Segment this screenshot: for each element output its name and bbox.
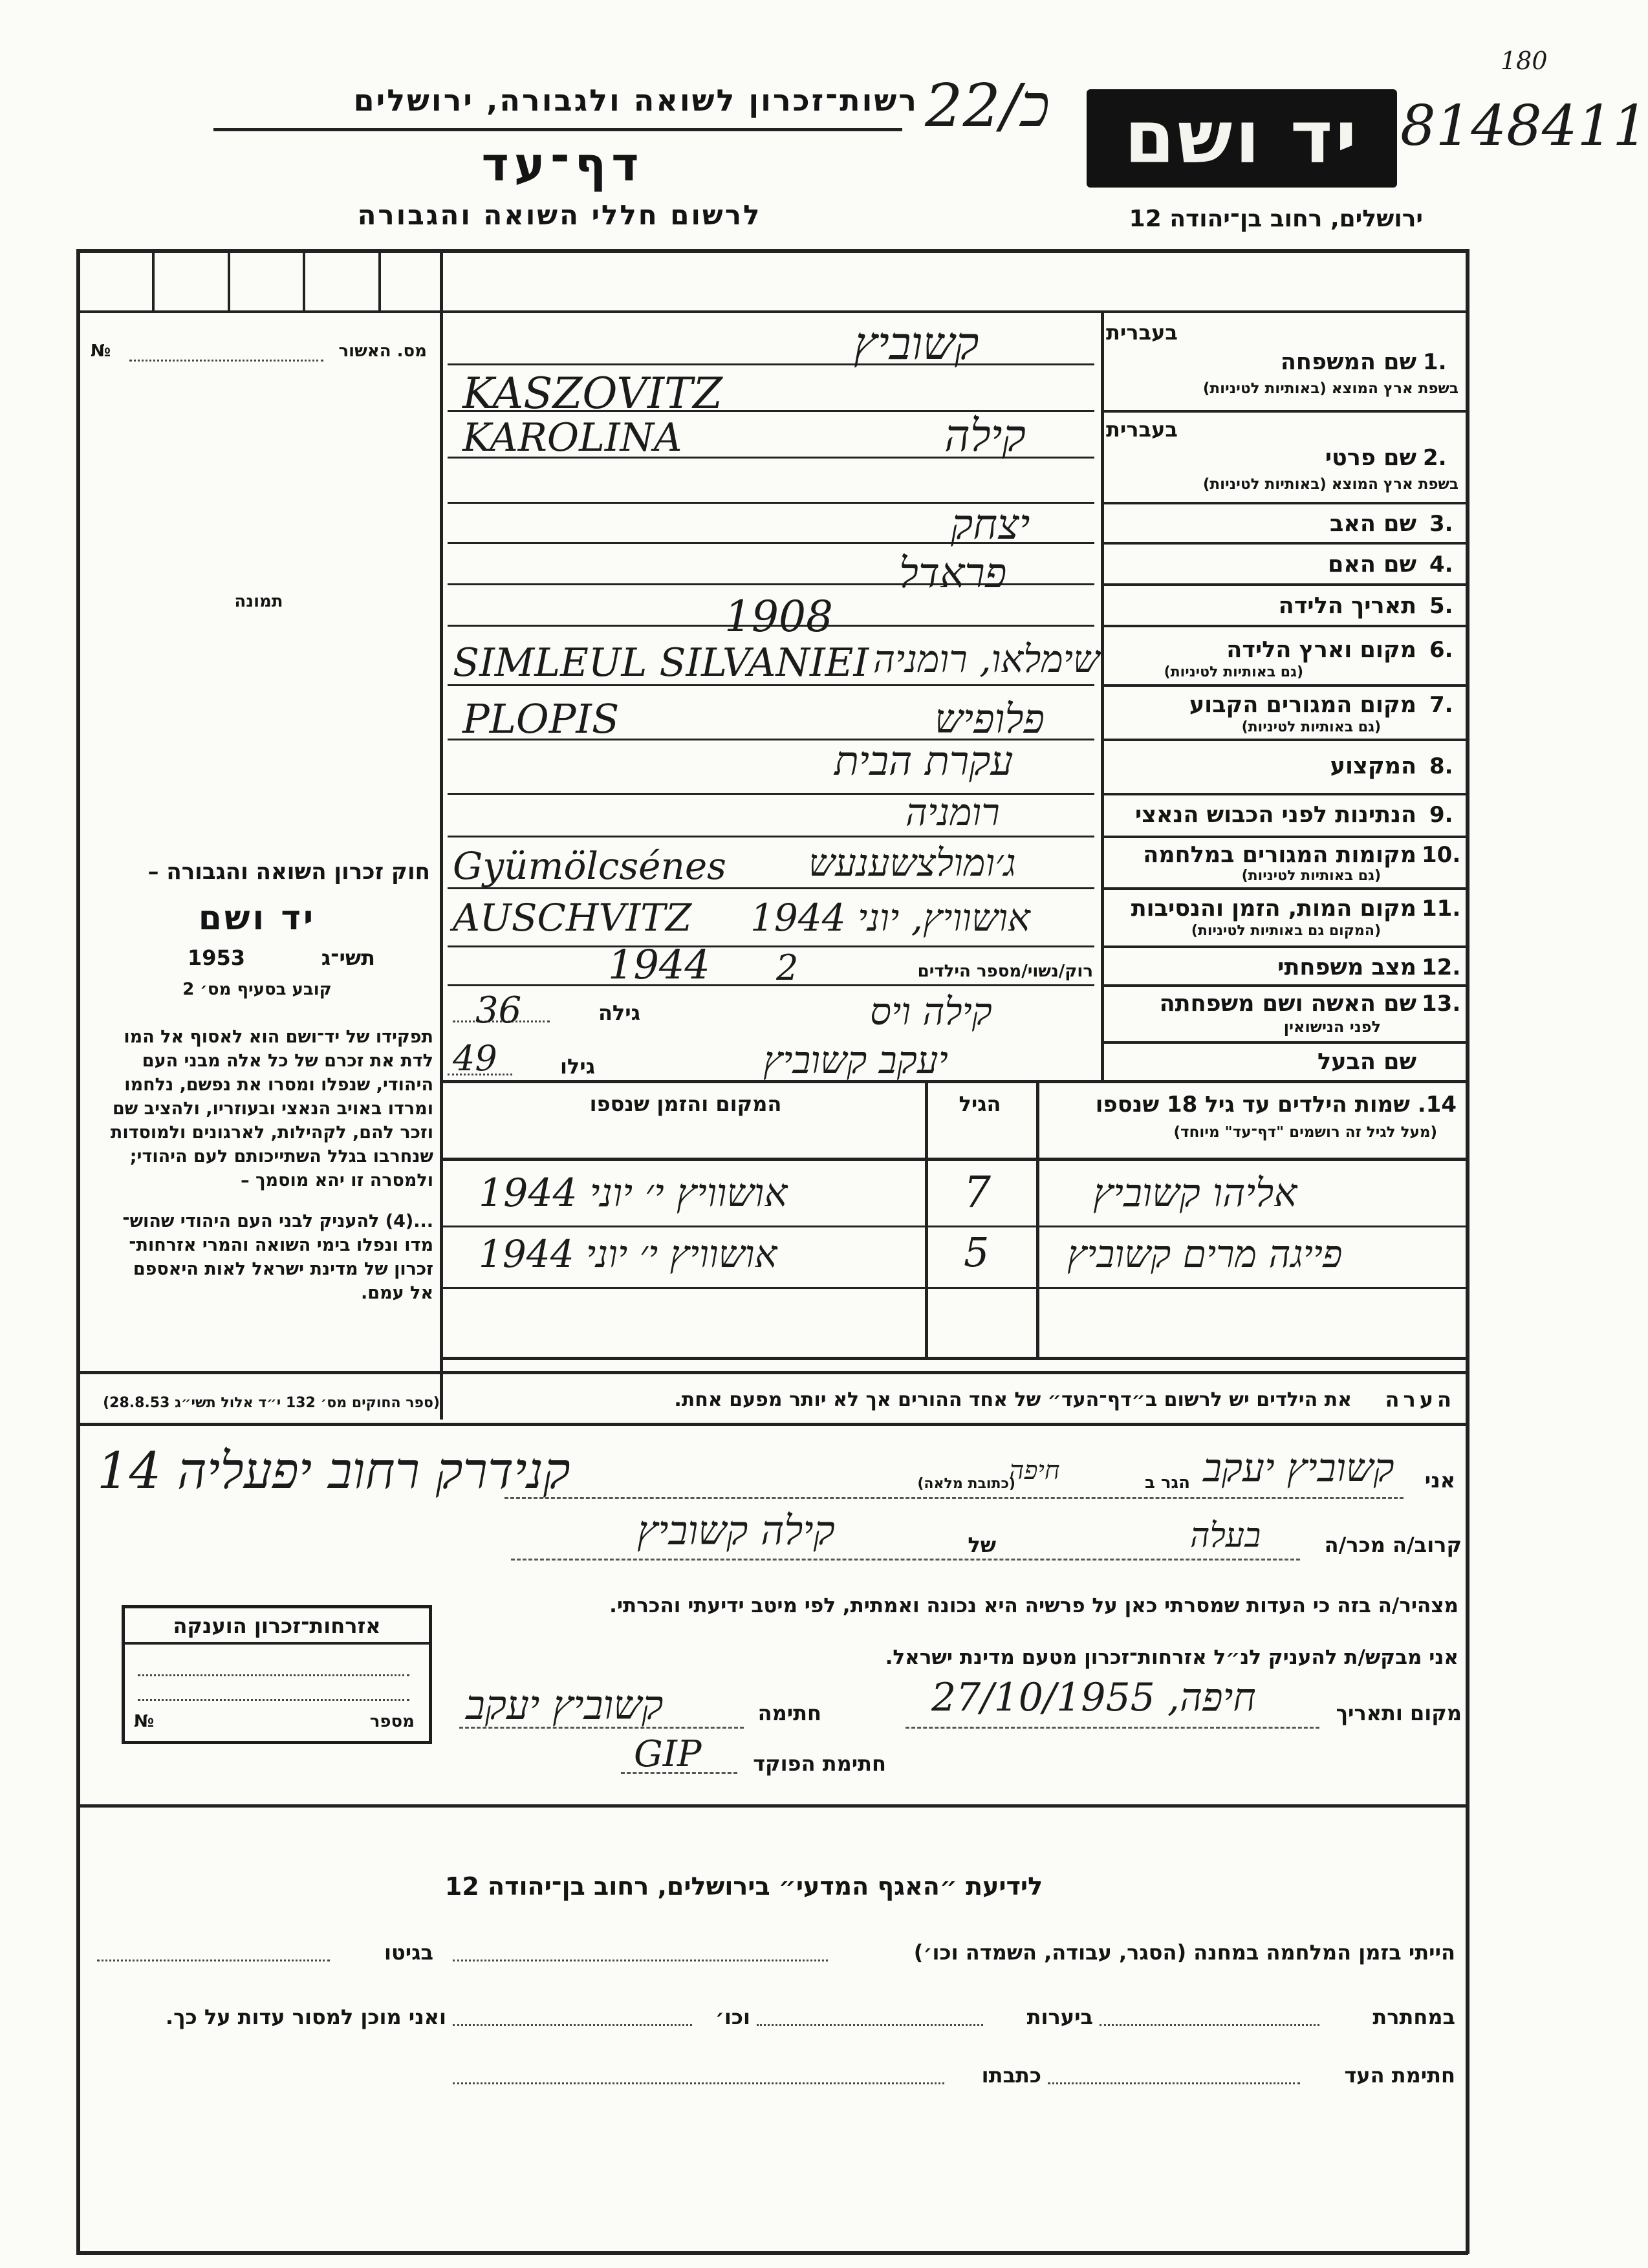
field-sublabel: (המקום גם באותיות לטיניות) <box>1191 923 1381 939</box>
camp-line <box>453 1960 828 1961</box>
hw-address-full: קנידרק רחוב יפעליה 14 <box>97 1442 570 1500</box>
field-label: הנתינות לפני הכבוש הנאצי <box>1134 802 1416 828</box>
field-label: המקצוע <box>1330 753 1416 779</box>
write-line <box>448 836 1094 837</box>
hw-given-he: קילה <box>944 411 1026 462</box>
row-sep <box>1101 502 1467 504</box>
row-sep <box>1101 410 1467 413</box>
lang-label: בעברית <box>1106 320 1178 345</box>
field-label: שם האב <box>1330 511 1416 537</box>
field-num: 1. <box>1423 349 1447 375</box>
child-name: אליהו קשוביץ <box>1093 1171 1297 1216</box>
hw-death-he: אושוויץ, יוני 1944 <box>750 896 1030 940</box>
law-line: ולמסרה זו יהא מוסמך – <box>241 1171 433 1191</box>
law-line: היהודי, שנפלו ומסרו את נפשם, נלחמו <box>124 1075 433 1095</box>
hw-birth-place-latin: SIMLEUL SILVANIEI <box>453 640 869 686</box>
write-line <box>448 945 1094 947</box>
outer-top-border <box>76 249 1467 253</box>
witness-sig-label: חתימת העד <box>1344 2063 1455 2088</box>
of-label: של <box>968 1533 996 1557</box>
row-sep <box>1101 625 1467 627</box>
relative-line <box>511 1559 1300 1561</box>
marital-sublabel: רוק/נשוי/מספר הילדים <box>917 962 1093 981</box>
field-num: 10. <box>1422 842 1461 868</box>
testimony-label: ואני מוכן למסור עדות על כך. <box>165 2005 446 2029</box>
law-year: 1953 <box>188 945 246 970</box>
note-top <box>76 1371 1467 1374</box>
official-line <box>621 1772 737 1774</box>
hw-of-name: קילה קשוביץ <box>637 1507 835 1554</box>
strip-sep <box>152 249 155 310</box>
hw-residence-he: פלופיש <box>935 695 1045 742</box>
note-bottom <box>76 1423 1467 1426</box>
left-column-divider <box>440 249 443 1420</box>
law-line: זכרון של מדינת ישראל לאות היאספם <box>133 1259 433 1279</box>
declarant-label: אני <box>1424 1468 1455 1493</box>
etc-line <box>453 2024 692 2026</box>
citizenship-no-sign: № <box>134 1712 155 1731</box>
hw-wife-age: 36 <box>475 989 522 1031</box>
children-header-sep <box>440 1158 1467 1161</box>
strip-sep <box>228 249 230 310</box>
field-label: שם האשה ושם משפחתה <box>1159 991 1416 1017</box>
strip-sep <box>378 249 381 310</box>
underground-line <box>1100 2024 1319 2026</box>
citizenship-no-label: מספר <box>369 1712 415 1731</box>
field-num: 12. <box>1422 955 1461 980</box>
write-line <box>448 363 1094 365</box>
row-sep <box>1101 684 1467 687</box>
field-num: 3. <box>1429 511 1453 537</box>
hw-declarant: קשוביץ יעקב <box>1203 1445 1394 1491</box>
hw-birth-place-he: שימלאו, רומניה <box>873 637 1100 681</box>
field-num: 2. <box>1423 445 1447 471</box>
ghetto-line <box>97 1960 330 1961</box>
child-place: אושוויץ י׳ יוני 1944 <box>479 1232 777 1276</box>
signature-label: חתימה <box>757 1701 821 1725</box>
children-row-sep <box>440 1226 1467 1227</box>
law-line: ומרדו באויב הנאצי ובעוזריו, ולהציב שם <box>112 1099 433 1119</box>
row-sep <box>440 1080 1467 1083</box>
hw-page-corner: 180 <box>1501 47 1548 75</box>
field-sublabel: בשפת ארץ המוצא (באותיות לטיניות) <box>1202 476 1458 493</box>
child-age: 5 <box>964 1229 990 1276</box>
hw-father: יצחק <box>951 501 1030 549</box>
relative-label: קרוב/ה מכר/ה <box>1324 1533 1462 1557</box>
permit-line <box>129 360 323 362</box>
signature-line <box>459 1727 744 1729</box>
outer-left-border <box>76 249 80 2254</box>
hw-marital-year: 1944 <box>608 941 710 988</box>
resides-label: הגר ב <box>1144 1473 1190 1493</box>
law-line: מדו ונפלו בימי השואה והמרי אזרחות־ <box>129 1235 433 1255</box>
permit-no: № <box>91 341 111 361</box>
request-text: אני מבקש/ת להעניק לנ״ל אזרחות־זכרון מטעם מדינת ישראל. <box>885 1646 1458 1669</box>
law-line: אל עמם. <box>361 1283 433 1303</box>
witness-sig-line <box>1048 2082 1300 2084</box>
hw-signature: קשוביץ יעקב <box>466 1681 664 1729</box>
row-sep <box>1101 887 1467 890</box>
hw-file-ref: 22/כ <box>925 71 1050 140</box>
hw-wife-name: קילה ויס <box>870 989 992 1033</box>
strip-sep <box>303 249 305 310</box>
hw-record-number: 8148411 <box>1400 94 1648 158</box>
citizenship-line <box>138 1699 409 1701</box>
field-num: 11. <box>1422 896 1461 922</box>
witness-address-line <box>453 2082 944 2084</box>
children-title: 14. שמות הילדים עד גיל 18 שנספו <box>1095 1092 1457 1118</box>
field-label: תאריך הלידה <box>1278 593 1416 619</box>
etc-label: וכו׳ <box>715 2005 750 2029</box>
hw-address: חיפה <box>1009 1456 1060 1485</box>
law-section: קובע בסעיף מס׳ 2 <box>182 980 332 999</box>
hw-death-latin: AUSCHVITZ <box>453 896 692 940</box>
law-body <box>81 1025 433 1305</box>
authority-title: רשות־זכרון לשואה ולגבורה, ירושלים <box>353 83 918 118</box>
field-label: שם האם <box>1328 552 1416 578</box>
address-label: כתבתו <box>981 2063 1041 2088</box>
hw-surname-he: קשוביץ <box>854 317 979 370</box>
citizenship-title: אזרחות־זכרון הוענקה <box>173 1614 381 1638</box>
children-col-sep <box>1036 1080 1039 1358</box>
row-sep <box>1101 836 1467 838</box>
field-sublabel: (גם באותיות לטיניות) <box>1164 664 1303 680</box>
law-line: תפקידו של יד־ושם הוא לאסוף אל המו <box>124 1027 433 1047</box>
field-num: 6. <box>1429 637 1453 663</box>
place-date-line <box>905 1727 1319 1729</box>
children-row-sep <box>440 1287 1467 1289</box>
law-title: חוק זכרון השואה והגבורה – <box>147 859 430 885</box>
field-sublabel: (גם באותיות לטיניות) <box>1241 719 1381 735</box>
child-place: אושוויץ י׳ יוני 1944 <box>479 1171 788 1216</box>
outer-bottom-border <box>76 2251 1468 2255</box>
photo-label: תמונה <box>234 592 283 611</box>
permit-label: מס. האשור <box>338 341 427 361</box>
row-sep <box>1101 542 1467 545</box>
field-label: מקום המות, הזמן והנסיבות <box>1131 896 1416 922</box>
hw-husband-age: 49 <box>453 1038 497 1079</box>
field-sublabel: לפני הנישואין <box>1283 1018 1381 1036</box>
field-num: 7. <box>1429 692 1453 718</box>
field-label: מצב משפחתי <box>1277 955 1416 980</box>
row-sep <box>1101 945 1467 948</box>
hw-relation: בעלה <box>1190 1517 1261 1555</box>
field-num: 9. <box>1429 802 1453 828</box>
field-num: 13. <box>1422 991 1461 1017</box>
label-column-divider <box>1101 310 1104 1080</box>
row-sep <box>1101 583 1467 586</box>
note-label: הערה <box>1385 1387 1455 1412</box>
field-num: 4. <box>1429 552 1453 578</box>
citizenship-box <box>122 1605 432 1744</box>
ghetto-label: בגיטו <box>384 1940 433 1965</box>
children-place-header: המקום והזמן שנספו <box>589 1092 782 1116</box>
hw-profession: עקרת הבית <box>834 737 1014 784</box>
field-sublabel: (גם באותיות לטיניות) <box>1241 868 1381 884</box>
yad-vashem-logo <box>1087 89 1397 188</box>
children-age-header: הגיל <box>959 1092 1001 1116</box>
law-name: יד ושם <box>198 899 316 938</box>
field-label: מקומות המגורים במלחמה <box>1143 842 1416 868</box>
footer-title: לידיעת ״האגף המדעי״ בירושלים, רחוב בן־יהודה 12 <box>444 1872 1043 1901</box>
law-year-he: תשי־ג <box>321 945 375 970</box>
hw-given-latin: KAROLINA <box>462 415 682 460</box>
age-label: גילו <box>559 1054 595 1079</box>
underground-label: במחתרת <box>1372 2005 1455 2029</box>
law-line: וזכר להם, לקהילות, לארגונים ולמוסדות <box>110 1123 433 1143</box>
address-line <box>504 1497 1404 1499</box>
field-num: 5. <box>1429 593 1453 619</box>
hw-wartime-he: ג׳ומולצשענעש <box>808 841 1016 885</box>
law-line: ...(4) להעניק לבני העם היהודי שהוש־ <box>122 1211 433 1231</box>
full-address-label: (כתובת מלאה) <box>917 1476 1015 1492</box>
row-sep <box>1101 984 1467 987</box>
row-sep <box>1101 793 1467 795</box>
hw-mother: פראדל <box>899 550 1007 598</box>
hw-place-date: חיפה, 27/10/1955 <box>931 1675 1256 1720</box>
hw-children-count: 2 <box>776 947 799 988</box>
camp-label: הייתי בזמן המלחמה במחנה (הסגר, עבודה, השמדה וכו׳) <box>913 1940 1455 1965</box>
write-line <box>448 984 1094 986</box>
hw-husband-name: יעקב קשוביץ <box>763 1038 948 1082</box>
declare-text: מצהיר/ה בזה כי העדות שמסרתי כאן על פרשיה היא נכונה ואמתית, לפי מיטב ידיעתי והכרתי. <box>609 1594 1458 1617</box>
field-label: שם המשפחה <box>1280 349 1416 375</box>
hw-residence-latin: PLOPIS <box>462 695 620 742</box>
forests-label: ביערות <box>1026 2005 1093 2029</box>
hw-official-sig: GIP <box>634 1733 702 1775</box>
row-sep <box>1101 739 1467 741</box>
law-line: לדת את זכרם של כל אלה מבני העם <box>142 1051 433 1071</box>
child-name: פייגה מרים קשוביץ <box>1067 1232 1343 1276</box>
hw-surname-latin: KASZOVITZ <box>462 369 722 418</box>
note-text: את הילדים יש לרשום ב״דף־העד״ של אחד ההורים אך לא יותר מפעם אחת. <box>674 1388 1352 1411</box>
footer-top <box>76 1804 1467 1808</box>
field-label: שם פרטי <box>1325 445 1416 471</box>
children-subtitle: (מעל לגיל זה רושמים "דף־עד" מיוחד) <box>1173 1124 1437 1141</box>
field-sublabel: בשפת ארץ המוצא (באותיות לטיניות) <box>1202 380 1458 397</box>
field-label: מקום המגורים הקבוע <box>1189 692 1416 718</box>
law-line: שנחרבו בגלל השתייכותם לעם היהודי; <box>129 1147 433 1167</box>
citizenship-line <box>138 1674 409 1676</box>
form-subtitle: לרשום חללי השואה והגבורה <box>357 199 762 231</box>
strip-bottom <box>76 310 1468 313</box>
hw-birth-date: 1908 <box>724 592 833 642</box>
place-date-label: מקום ותאריך <box>1336 1701 1462 1725</box>
children-bottom <box>440 1357 1467 1360</box>
outer-right-border <box>1466 249 1469 2254</box>
field-label: שם הבעל <box>1317 1049 1416 1075</box>
children-col-sep <box>925 1080 928 1358</box>
forests-line <box>757 2024 983 2026</box>
lang-label: בעברית <box>1106 417 1178 442</box>
header-address: ירושלים, רחוב בן־יהודה 12 <box>1129 206 1423 232</box>
official-sig-label: חתימת הפוקד <box>753 1751 886 1776</box>
age-label: גילה <box>598 1000 640 1025</box>
hw-nationality: רומניה <box>905 790 1000 834</box>
authority-underline <box>213 128 902 131</box>
form-title: דף־עד <box>481 137 644 191</box>
logo-text: יד ושם <box>1124 96 1360 180</box>
hw-wartime-latin: Gyümölcsénes <box>453 844 726 888</box>
child-age: 7 <box>964 1167 991 1217</box>
law-reference: (ספר החוקים מס׳ 132 י״ד אלול תשי״ג 28.8.53) <box>103 1395 440 1411</box>
field-label: מקום וארץ הלידה <box>1226 637 1416 663</box>
row-sep <box>1101 1041 1467 1044</box>
field-num: 8. <box>1429 753 1453 779</box>
